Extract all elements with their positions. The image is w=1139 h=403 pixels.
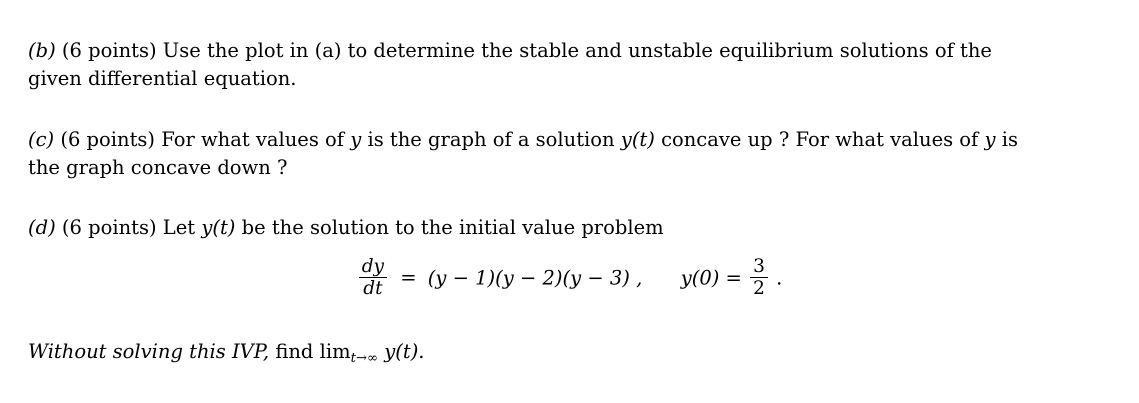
- part-c-variable-1: y: [350, 128, 362, 151]
- part-c-variable-2: y: [984, 128, 996, 151]
- closing-text: find lim: [275, 340, 351, 363]
- derivative-denominator: dt: [363, 278, 383, 300]
- problem-part-c: [28, 126, 1044, 181]
- part-c-text-2: is the graph of a solution: [367, 128, 615, 151]
- differential-equation: [0, 258, 1139, 300]
- part-c-points: (6 points): [60, 128, 156, 151]
- closing-emphasis: Without solving this IVP,: [28, 340, 270, 363]
- initial-value-denominator: 2: [753, 278, 765, 300]
- part-c-text-3: concave up ? For what values of: [661, 128, 979, 151]
- problem-part-b: [28, 37, 1044, 92]
- part-c-text-1: For what values of: [161, 128, 345, 151]
- equals-sign: =: [400, 266, 417, 290]
- part-d-expression-1: y(t): [201, 216, 236, 239]
- part-c-expression-1: y(t): [620, 128, 655, 151]
- derivative-numerator: dy: [359, 257, 387, 278]
- initial-value-numerator: 3: [750, 257, 768, 278]
- part-d-points: (6 points): [61, 216, 157, 239]
- part-b-label: (b): [28, 39, 56, 62]
- initial-condition-left: y(0) =: [680, 266, 742, 290]
- limit-expression: y(t).: [384, 340, 425, 363]
- part-b-text: Use the plot in (a) to determine the stable and unstable equilibrium solutions of the given differential equation.: [28, 39, 992, 90]
- part-d-text-1: Let: [162, 216, 196, 239]
- part-d-label: (d): [28, 216, 56, 239]
- limit-subscript: t→∞: [350, 351, 379, 367]
- part-b-points: (6 points): [61, 39, 157, 62]
- equation-period: .: [776, 266, 783, 290]
- closing-instruction: [28, 340, 425, 366]
- equation-right-side: (y − 1)(y − 2)(y − 3) ,: [427, 266, 643, 290]
- part-d-text-2: be the solution to the initial value problem: [241, 216, 664, 239]
- problem-part-d: [28, 214, 1044, 242]
- derivative-fraction: [359, 257, 387, 299]
- initial-value-fraction: [750, 257, 768, 299]
- part-c-label: (c): [28, 128, 55, 151]
- part-c-text-4: is the graph concave down ?: [28, 128, 1018, 179]
